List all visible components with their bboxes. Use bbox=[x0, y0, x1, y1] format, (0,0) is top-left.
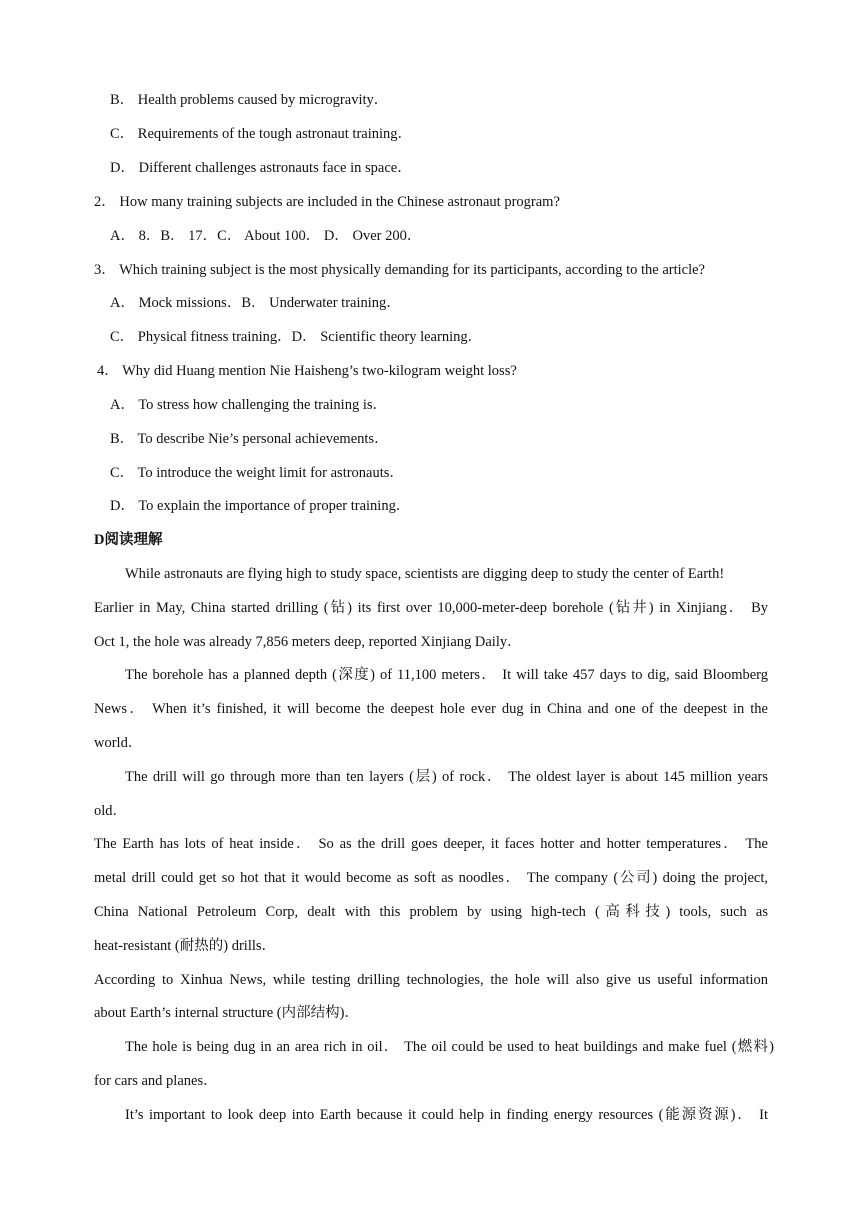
passage-line: The drill will go through more than ten layers (层) of rock． The oldest layer is about 145 million years bbox=[125, 769, 768, 785]
passage-line: China National Petroleum Corp, dealt with this problem by using high-tech (高科技) tools, such as bbox=[94, 904, 768, 920]
q4-option-c: C． To introduce the weight limit for astronauts． bbox=[110, 465, 404, 481]
q2-stem: 2． How many training subjects are included in the Chinese astronaut program? bbox=[94, 194, 560, 210]
passage-line: for cars and planes． bbox=[94, 1073, 218, 1089]
q3-options-cd: C． Physical fitness training．D． Scientific theory learning． bbox=[110, 329, 483, 345]
q1-option-d: D． Different challenges astronauts face in space． bbox=[110, 160, 412, 176]
passage-line: News． When it’s finished, it will become the deepest hole ever dug in China and one of the deepest in the bbox=[94, 701, 768, 717]
q3-options-ab: A． Mock missions．B． Underwater training． bbox=[110, 295, 401, 311]
passage-line: about Earth’s internal structure (内部结构)． bbox=[94, 1005, 359, 1021]
q4-option-d: D． To explain the importance of proper training． bbox=[110, 498, 411, 514]
q1-option-c: C． Requirements of the tough astronaut training． bbox=[110, 126, 413, 142]
passage-line: Oct 1, the hole was already 7,856 meters deep, reported Xinjiang Daily． bbox=[94, 634, 522, 650]
passage-line: The hole is being dug in an area rich in oil． The oil could be used to heat buildings and make fuel (燃料) bbox=[125, 1039, 774, 1055]
passage-line: The Earth has lots of heat inside． So as the drill goes deeper, it faces hotter and hotter temperatures． The bbox=[94, 836, 768, 852]
q2-options: A． 8．B． 17．C． About 100． D． Over 200． bbox=[110, 228, 422, 244]
passage-line: The borehole has a planned depth (深度) of 11,100 meters． It will take 457 days to dig, said Bloomberg bbox=[125, 667, 768, 683]
q3-stem: 3． Which training subject is the most physically demanding for its participants, according to the article? bbox=[94, 262, 705, 278]
section-heading: D阅读理解 bbox=[94, 532, 163, 548]
passage-line: heat-resistant (耐热的) drills． bbox=[94, 938, 277, 954]
passage-line: old． bbox=[94, 803, 128, 819]
q4-stem: 4． Why did Huang mention Nie Haisheng’s two-kilogram weight loss? bbox=[97, 363, 517, 379]
q4-option-b: B． To describe Nie’s personal achievements． bbox=[110, 431, 389, 447]
q1-option-b: B． Health problems caused by microgravity． bbox=[110, 92, 389, 108]
passage-line: According to Xinhua News, while testing drilling technologies, the hole will also give us useful information bbox=[94, 972, 768, 988]
passage-line: world． bbox=[94, 735, 143, 751]
passage-line: metal drill could get so hot that it would become as soft as noodles． The company (公司) doing the project, bbox=[94, 870, 768, 886]
passage-line: Earlier in May, China started drilling (钻) its first over 10,000-meter-deep borehole (钻井) in Xinjiang． By bbox=[94, 600, 768, 616]
passage-line: While astronauts are flying high to study space, scientists are digging deep to study the center of Earth! bbox=[125, 566, 725, 582]
q4-option-a: A． To stress how challenging the training is． bbox=[110, 397, 388, 413]
passage-line: It’s important to look deep into Earth because it could help in finding energy resources (能源资源)． It bbox=[125, 1107, 768, 1123]
